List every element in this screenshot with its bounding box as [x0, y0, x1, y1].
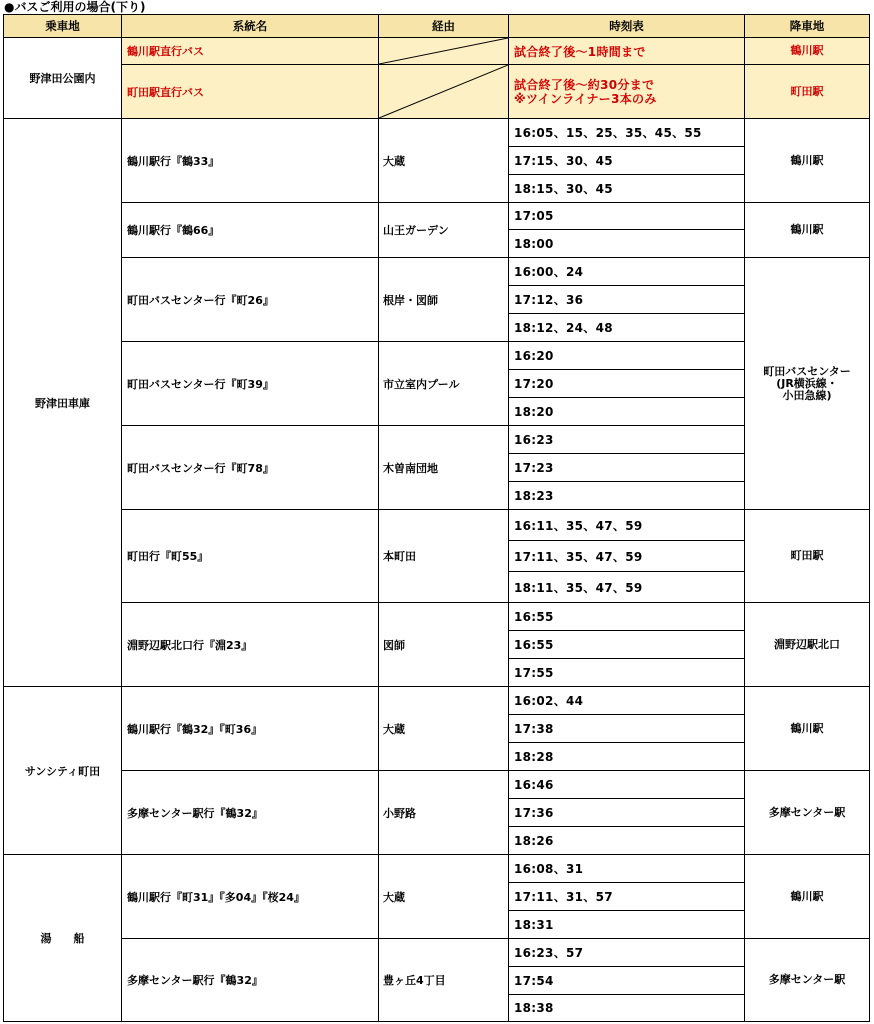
time-cell: 試合終了後～1時間まで: [509, 38, 745, 65]
route-name: 淵野辺駅北口行『淵23』: [122, 603, 379, 687]
via-name: 小野路: [379, 771, 509, 855]
time-cell: 17:11、35、47、59: [509, 541, 745, 572]
time-cell: 17:15、30、45: [509, 147, 745, 175]
time-cell: 16:20: [509, 342, 745, 370]
via-none: [379, 38, 509, 65]
table-row: [4, 687, 870, 715]
via-name: 山王ガーデン: [379, 203, 509, 258]
route-name: 町田バスセンター行『町39』: [122, 342, 379, 426]
page-title: ●バスご利用の場合(下り): [4, 0, 146, 14]
dest-name: 鶴川駅: [745, 203, 870, 258]
bus-timetable: [3, 14, 870, 1022]
time-cell: 17:11、31、57: [509, 883, 745, 911]
dest-line: 小田急線): [782, 388, 832, 402]
table-row: [4, 426, 870, 454]
route-name: 町田行『町55』: [122, 510, 379, 603]
table-row: [4, 258, 870, 286]
via-name: 本町田: [379, 510, 509, 603]
time-cell: [509, 65, 745, 119]
route-name: 鶴川駅直行バス: [122, 38, 379, 65]
time-cell: 16:55: [509, 631, 745, 659]
table-row: [4, 203, 870, 230]
via-name: 木曽南団地: [379, 426, 509, 510]
header-row: [4, 15, 870, 38]
time-cell: 17:54: [509, 967, 745, 995]
time-cell: 18:15、30、45: [509, 175, 745, 203]
via-name: 大蔵: [379, 687, 509, 771]
table-row: [4, 855, 870, 883]
time-cell: 16:08、31: [509, 855, 745, 883]
header-via: 経由: [379, 15, 509, 38]
route-name: 鶴川駅行『町31』『多04』『桜24』: [122, 855, 379, 939]
dest-name: 鶴川駅: [745, 38, 870, 65]
time-cell: 16:23、57: [509, 939, 745, 967]
time-cell: 18:11、35、47、59: [509, 572, 745, 603]
time-cell: 17:05: [509, 203, 745, 230]
table-row: [4, 771, 870, 799]
via-name: 市立室内プール: [379, 342, 509, 426]
time-cell: 16:23: [509, 426, 745, 454]
time-cell: 18:31: [509, 911, 745, 939]
table-row: [4, 38, 870, 65]
route-name: 町田駅直行バス: [122, 65, 379, 119]
time-cell: 17:38: [509, 715, 745, 743]
header-dest: 降車地: [745, 15, 870, 38]
dest-name: 淵野辺駅北口: [745, 603, 870, 687]
stop-name: サンシティ町田: [4, 687, 122, 855]
table-row: [4, 510, 870, 541]
time-cell: 17:12、36: [509, 286, 745, 314]
time-line: 試合終了後～約30分まで: [514, 77, 655, 92]
table-row: [4, 603, 870, 631]
stop-name: 湯 船: [4, 855, 122, 1022]
via-name: 豊ヶ丘4丁目: [379, 939, 509, 1022]
via-name: 根岸・図師: [379, 258, 509, 342]
dest-line: 町田バスセンター: [763, 364, 851, 378]
table-row: [4, 939, 870, 967]
dest-name: 町田駅: [745, 65, 870, 119]
time-cell: 17:36: [509, 799, 745, 827]
time-cell: 18:00: [509, 230, 745, 258]
time-cell: 16:00、24: [509, 258, 745, 286]
dest-name: [745, 258, 870, 510]
table-row: [4, 119, 870, 147]
time-cell: 16:46: [509, 771, 745, 799]
route-name: 鶴川駅行『鶴33』: [122, 119, 379, 203]
header-route: 系統名: [122, 15, 379, 38]
table-row: [4, 65, 870, 119]
time-cell: 18:38: [509, 995, 745, 1022]
time-cell: 18:12、24、48: [509, 314, 745, 342]
stop-name: 野津田公園内: [4, 38, 122, 119]
time-cell: 18:20: [509, 398, 745, 426]
route-name: 町田バスセンター行『町26』: [122, 258, 379, 342]
header-stop: 乗車地: [4, 15, 122, 38]
dest-name: 多摩センター駅: [745, 939, 870, 1022]
route-name: 多摩センター駅行『鶴32』: [122, 771, 379, 855]
via-name: 図師: [379, 603, 509, 687]
route-name: 町田バスセンター行『町78』: [122, 426, 379, 510]
route-name: 多摩センター駅行『鶴32』: [122, 939, 379, 1022]
dest-name: 鶴川駅: [745, 687, 870, 771]
time-cell: 18:26: [509, 827, 745, 855]
route-name: 鶴川駅行『鶴32』『町36』: [122, 687, 379, 771]
table-row: [4, 342, 870, 370]
time-cell: 17:20: [509, 370, 745, 398]
stop-name: 野津田車庫: [4, 119, 122, 687]
time-cell: 17:55: [509, 659, 745, 687]
dest-name: 鶴川駅: [745, 119, 870, 203]
dest-name: 鶴川駅: [745, 855, 870, 939]
time-cell: 16:55: [509, 603, 745, 631]
dest-name: 町田駅: [745, 510, 870, 603]
via-none: [379, 65, 509, 119]
time-cell: 17:23: [509, 454, 745, 482]
route-name: 鶴川駅行『鶴66』: [122, 203, 379, 258]
time-cell: 16:11、35、47、59: [509, 510, 745, 541]
dest-name: 多摩センター駅: [745, 771, 870, 855]
time-cell: 16:02、44: [509, 687, 745, 715]
dest-line: (JR横浜線・: [776, 376, 838, 390]
via-name: 大蔵: [379, 119, 509, 203]
time-cell: 16:05、15、25、35、45、55: [509, 119, 745, 147]
header-timetable: 時刻表: [509, 15, 745, 38]
time-note: ※ツインライナー3本のみ: [514, 91, 657, 106]
time-cell: 18:28: [509, 743, 745, 771]
time-cell: 18:23: [509, 482, 745, 510]
via-name: 大蔵: [379, 855, 509, 939]
